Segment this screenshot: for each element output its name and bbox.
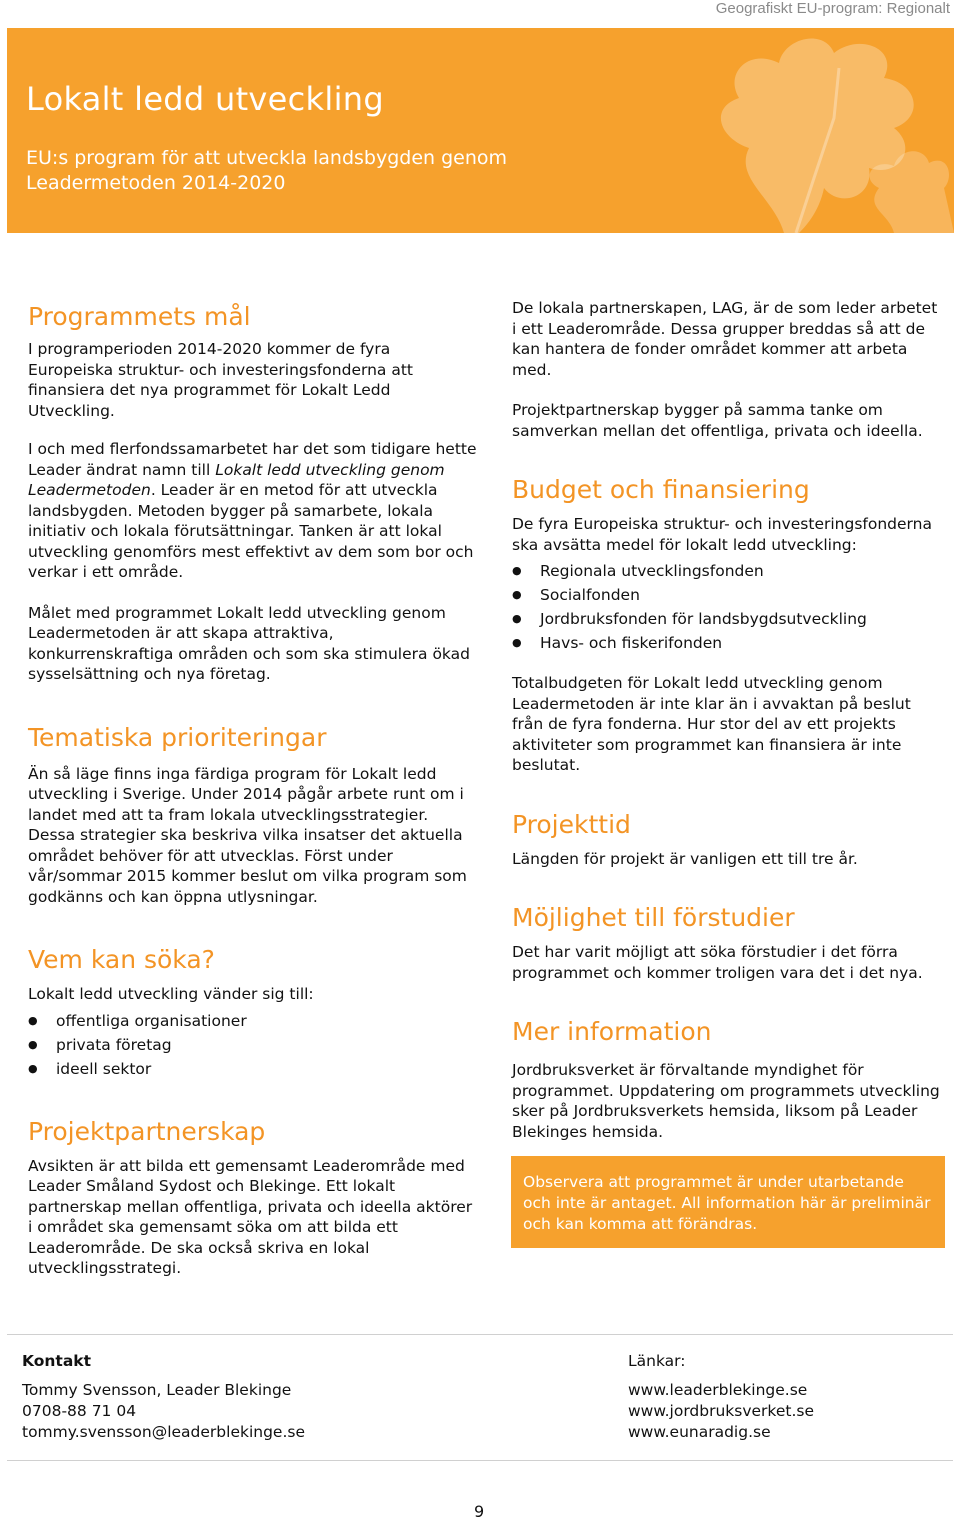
- link-leaderblekinge[interactable]: www.leaderblekinge.se: [628, 1381, 808, 1399]
- title-banner: [7, 28, 954, 233]
- duration-paragraph: Längden för projekt är vanligen ett till tre år.: [512, 849, 858, 868]
- contact-name: Tommy Svensson, Leader Blekinge: [22, 1381, 292, 1399]
- page-subtitle: EU:s program för att utveckla landsbygden genom Leadermetoden 2014-2020: [26, 147, 508, 194]
- heading-themes: Tematiska prioriteringar: [28, 722, 327, 752]
- notice-box: [511, 1156, 945, 1248]
- heading-partnership: Projektpartnerskap: [28, 1116, 266, 1146]
- list-item: ● privata företag: [28, 1033, 478, 1057]
- contact-heading: Kontakt: [22, 1352, 92, 1370]
- heading-who: Vem kan söka?: [28, 945, 215, 974]
- heading-goals: Programmets mål: [28, 302, 251, 331]
- budget-intro: De fyra Europeiska struktur- och investeringsfonderna ska avsätta medel för lokalt ledd utveckling:: [512, 515, 932, 554]
- program-label: Geografiskt EU-program: Regionalt: [715, 0, 950, 17]
- goals-paragraph-2: I och med flerfondssamarbetet har det som tidigare hette Leader ändrat namn till Lokalt ledd utveckling genom Leadermetoden. Leader är en metod för att utveckla landsbygden. Metoden bygger på samarbete, lokala initiativ och lokala förutsättningar. Tanken är att lokal utveckling genomförs mest effektivt av dem som bor och verkar i ett område.: [28, 440, 477, 581]
- list-item: ● Jordbruksfonden för landsbygdsutveckling: [512, 607, 942, 631]
- oak-leaf-icon: [534, 28, 954, 233]
- footer-divider-bottom: [7, 1460, 953, 1461]
- heading-more-info: Mer information: [512, 1017, 712, 1046]
- list-item: ● ideell sektor: [28, 1057, 478, 1081]
- who-list: [28, 1009, 478, 1081]
- link-eunaradig[interactable]: www.eunaradig.se: [628, 1423, 771, 1441]
- partnership-idea-paragraph: Projektpartnerskap bygger på samma tanke om samverkan mellan det offentliga, privata och ideella.: [512, 401, 923, 440]
- more-info-paragraph: Jordbruksverket är förvaltande myndighet för programmet. Uppdatering om programmets utveckling sker på Jordbruksverkets hemsida, liksom på Leader Blekinges hemsida.: [512, 1061, 940, 1141]
- who-intro: Lokalt ledd utveckling vänder sig till:: [28, 985, 314, 1003]
- goals-paragraph-3: Målet med programmet Lokalt ledd utveckling genom Leadermetoden är att skapa attraktiva, konkurrenskraftiga områden och som ska stimulera ökad sysselsättning och nya företag.: [28, 603, 470, 683]
- page-title: Lokalt ledd utveckling: [26, 80, 384, 118]
- right-column: [512, 290, 942, 1142]
- budget-paragraph: Totalbudgeten för Lokalt ledd utveckling genom Leadermetoden är inte klar än i avvaktan på beslut från de fyra fonderna. Hur stor del av ett projekts aktiviteter som programmet kan finansiera är inte beslutat.: [512, 674, 911, 774]
- left-column: [28, 290, 478, 1279]
- page-number: 9: [474, 1502, 485, 1521]
- footer-divider-top: [7, 1334, 953, 1335]
- notice-text: Observera att programmet är under utarbetande och inte är antaget. All information här är preliminär och kan komma att förändras.: [523, 1173, 931, 1233]
- fund-list: [512, 559, 942, 655]
- contact-email[interactable]: tommy.svensson@leaderblekinge.se: [22, 1423, 306, 1441]
- links-heading: Länkar:: [628, 1352, 686, 1370]
- heading-duration: Projekttid: [512, 809, 631, 839]
- links-block: [628, 1352, 814, 1443]
- prestudies-paragraph: Det har varit möjligt att söka förstudier i det förra programmet och kommer troligen vara det i det nya.: [512, 943, 923, 982]
- link-jordbruksverket[interactable]: www.jordbruksverket.se: [628, 1402, 815, 1420]
- list-item: ● Socialfonden: [512, 583, 942, 607]
- list-item: ● Havs- och fiskerifonden: [512, 631, 942, 655]
- lag-paragraph: De lokala partnerskapen, LAG, är de som leder arbetet i ett Leaderområde. Dessa grupper breddas så att de kan hantera de fonder området kommer att arbeta med.: [512, 299, 938, 379]
- contact-phone: 0708-88 71 04: [22, 1402, 137, 1420]
- themes-paragraph: Än så läge finns inga färdiga program för Lokalt ledd utveckling i Sverige. Under 2014 pågår arbete runt om i landet med att ta fram lokala utvecklingsstrategier. Dessa strategier ska beskriva vilka insatser det aktuella området behöver för att utvecklas. Först under vår/sommar 2015 kommer beslut om vilka program som godkänns och kan öppna utlysningar.: [28, 764, 467, 906]
- heading-budget: Budget och finansiering: [512, 475, 810, 504]
- heading-prestudies: Möjlighet till förstudier: [512, 903, 795, 932]
- goals-paragraph-1: I programperioden 2014-2020 kommer de fyra Europeiska struktur- och investeringsfonderna att finansiera det nya programmet för Lokalt Ledd Utveckling.: [28, 340, 413, 420]
- method-name: Lokalt ledd utveckling genom Leadermetoden: [28, 460, 445, 499]
- contact-block: [22, 1352, 305, 1443]
- partnership-paragraph: Avsikten är att bilda ett gemensamt Leaderområde med Leader Småland Sydost och Blekinge. Ett lokalt partnerskap mellan offentliga, privata och ideella aktörer i området ska gemensamt söka om att bilda ett Leaderområde. De ska också skriva en lokal utvecklingsstrategi.: [28, 1156, 473, 1277]
- list-item: ● offentliga organisationer: [28, 1009, 478, 1033]
- list-item: ● Regionala utvecklingsfonden: [512, 559, 942, 583]
